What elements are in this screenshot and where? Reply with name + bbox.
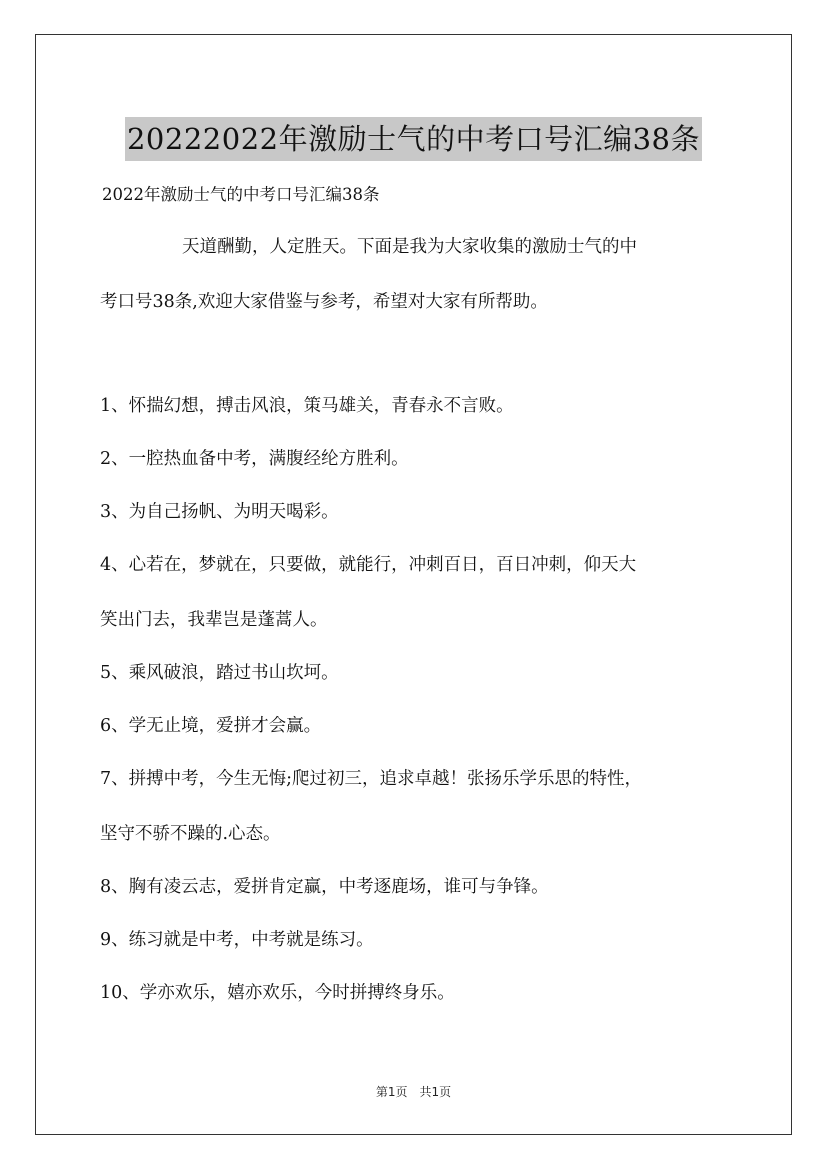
list-item-text: 6、学无止境，爱拼才会赢。 [100,716,322,736]
list-item-text: 3、为自己扬帆、为明天喝彩。 [100,502,339,522]
list-item-text: 10、学亦欢乐，嬉亦欢乐，今时拼搏终身乐。 [100,983,455,1003]
list-item-text: 7、拼搏中考，今生无悔;爬过初三，追求卓越！张扬乐学乐思的特性， [100,769,643,789]
list-item [100,393,732,419]
list-item-text: 8、胸有凌云志，爱拼肯定赢，中考逐鹿场，谁可与争锋。 [100,877,549,897]
list-item [100,552,732,633]
list-item [100,660,732,686]
title-container [0,98,827,181]
list-item-text: 9、练习就是中考，中考就是练习。 [100,930,374,950]
page-number: 第1页 共1页 [375,1085,452,1099]
list-item-text: 2、一腔热血备中考，满腹经纶方胜利。 [100,449,409,469]
list-item [100,713,732,739]
intro-paragraph [100,232,732,317]
list-item-continuation: 笑出门去，我辈岂是蓬蒿人。 [100,610,328,630]
slogan-list [100,393,732,1033]
list-item [100,446,732,472]
list-item [100,766,732,847]
list-item-continuation: 坚守不骄不躁的.心态。 [100,824,281,844]
list-item [100,874,732,900]
list-item [100,980,732,1006]
document-subtitle: 2022年激励士气的中考口号汇编38条 [102,185,380,204]
list-item-text: 1、怀揣幻想，搏击风浪，策马雄关，青春永不言败。 [100,396,514,416]
page-footer [0,1083,827,1100]
list-item-text: 5、乘风破浪，踏过书山坎坷。 [100,663,339,683]
list-item-text: 4、心若在，梦就在，只要做，就能行，冲刺百日，百日冲刺，仰天大 [100,555,637,575]
document-title: 20222022年激励士气的中考口号汇编38条 [125,117,702,161]
intro-line-1: 天道酬勤，人定胜天。下面是我为大家收集的激励士气的中 [182,237,637,257]
intro-line-2: 考口号38条,欢迎大家借鉴与参考，希望对大家有所帮助。 [100,292,548,312]
list-item [100,499,732,525]
list-item [100,927,732,953]
